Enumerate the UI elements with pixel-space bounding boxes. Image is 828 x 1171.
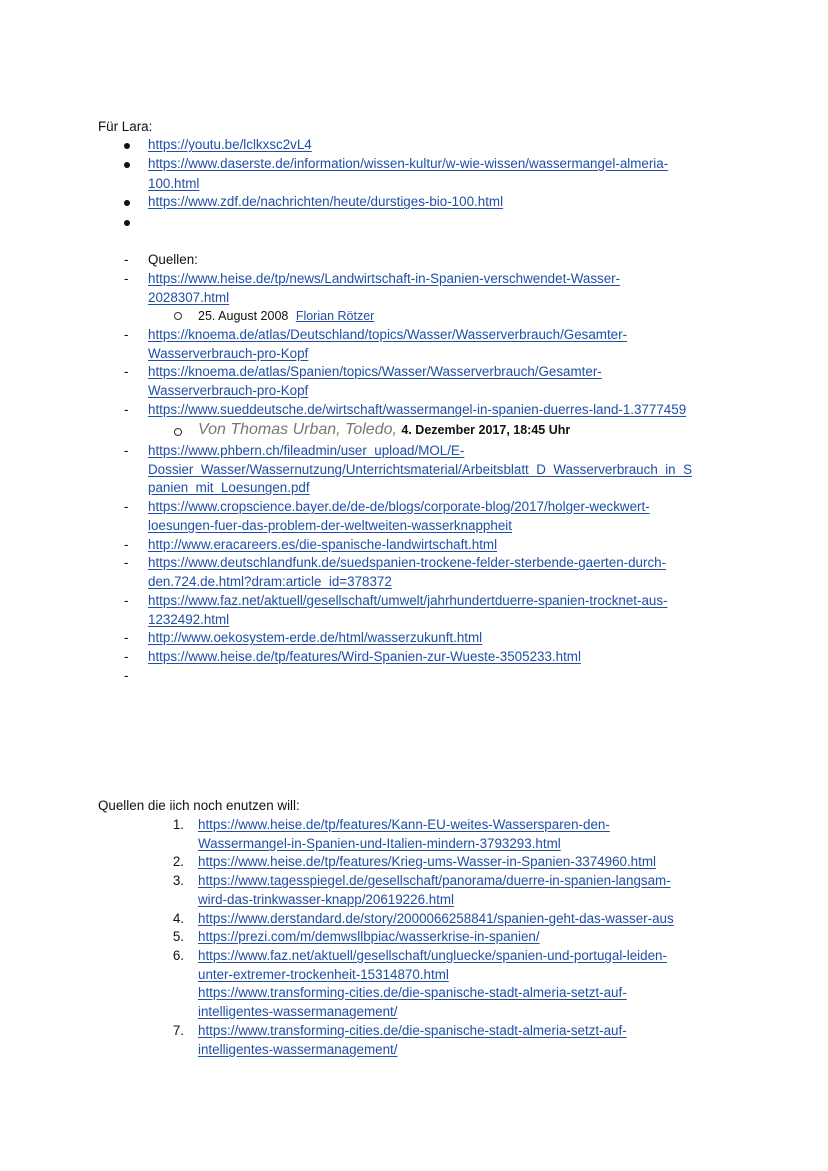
source-link-deutschlandfunk[interactable]: https://www.deutschlandfunk.de/suedspanien-trockene-felder-sterbende-gaerten-durch- bbox=[148, 555, 667, 570]
source-link-knoema-es-cont[interactable]: Wasserverbrauch-pro-Kopf bbox=[148, 383, 309, 398]
future-link-faz-ungluecke-cont[interactable]: unter-extremer-trockenheit-15314870.html bbox=[198, 967, 449, 982]
source-link-cropscience-cont[interactable]: loesungen-fuer-das-problem-der-weltweiten-wasserknappheit bbox=[148, 518, 512, 533]
dash-marker: - bbox=[124, 402, 129, 417]
source-link-cropscience[interactable]: https://www.cropscience.bayer.de/de-de/blogs/corporate-blog/2017/holger-weckwert- bbox=[148, 499, 650, 514]
byline-date: 4. Dezember 2017, 18:45 Uhr bbox=[401, 423, 571, 437]
dash-marker: - bbox=[124, 537, 129, 552]
future-link-tagesspiegel[interactable]: https://www.tagesspiegel.de/gesellschaft/panorama/duerre-in-spanien-langsam- bbox=[198, 873, 671, 888]
for-lara-heading: Für Lara: bbox=[98, 119, 153, 134]
dash-marker: - bbox=[124, 649, 129, 664]
source-link-oekosystem[interactable]: http://www.oekosystem-erde.de/html/wasserzukunft.html bbox=[148, 630, 483, 645]
source-link-phbern-cont2[interactable]: panien_mit_Loesungen.pdf bbox=[148, 480, 310, 495]
list-number: 4. bbox=[172, 911, 184, 926]
dash-marker: - bbox=[124, 668, 129, 683]
list-number: 5. bbox=[172, 929, 184, 944]
dash-marker: - bbox=[124, 271, 129, 286]
sub-item-byline bbox=[198, 421, 570, 439]
future-link-transforming-cities-b[interactable]: https://www.transforming-cities.de/die-spanische-stadt-almeria-setzt-auf- bbox=[198, 1023, 627, 1038]
dash-marker: - bbox=[124, 630, 129, 645]
byline-von: Von bbox=[198, 421, 231, 438]
bullet-icon bbox=[124, 200, 130, 206]
link-daserste[interactable]: https://www.daserste.de/information/wissen-kultur/w-wie-wissen/wassermangel-almeria- bbox=[148, 156, 669, 171]
byline-author-link[interactable]: Thomas Urban bbox=[230, 421, 337, 438]
future-link-heise-eu[interactable]: https://www.heise.de/tp/features/Kann-EU-weites-Wassersparen-den- bbox=[198, 817, 610, 832]
bullet-icon bbox=[124, 143, 130, 149]
dash-marker: - bbox=[124, 499, 129, 514]
source-link-knoema-de-cont[interactable]: Wasserverbrauch-pro-Kopf bbox=[148, 346, 309, 361]
dash-marker: - bbox=[124, 593, 129, 608]
dash-marker: - bbox=[124, 327, 129, 342]
bullet-icon bbox=[124, 162, 130, 168]
future-link-transforming-cities-a[interactable]: https://www.transforming-cities.de/die-spanische-stadt-almeria-setzt-auf- bbox=[198, 985, 627, 1000]
future-link-tagesspiegel-cont[interactable]: wird-das-trinkwasser-knapp/20619226.html bbox=[198, 892, 455, 907]
link-daserste-cont[interactable]: 100.html bbox=[148, 176, 200, 191]
dash-marker: - bbox=[124, 364, 129, 379]
link-youtube[interactable]: https://youtu.be/lclkxsc2vL4 bbox=[148, 137, 312, 152]
source-link-heise-landwirtschaft-cont[interactable]: 2028307.html bbox=[148, 290, 230, 305]
future-link-prezi[interactable]: https://prezi.com/m/demwsllbpiac/wasserkrise-in-spanien/ bbox=[198, 929, 540, 944]
source-link-eracareers[interactable]: http://www.eracareers.es/die-spanische-landwirtschaft.html bbox=[148, 537, 498, 552]
circle-bullet-icon bbox=[174, 428, 182, 436]
sources-heading: Quellen: bbox=[148, 252, 198, 267]
dash-marker: - bbox=[124, 252, 129, 267]
future-link-transforming-cities-b-cont[interactable]: intelligentes-wassermanagement/ bbox=[198, 1042, 398, 1057]
future-link-transforming-cities-a-cont[interactable]: intelligentes-wassermanagement/ bbox=[198, 1004, 398, 1019]
source-link-knoema-es[interactable]: https://knoema.de/atlas/Spanien/topics/Wasser/Wasserverbrauch/Gesamter- bbox=[148, 364, 602, 379]
sub-item-date-author bbox=[198, 307, 374, 325]
source-link-phbern-cont[interactable]: Dossier_Wasser/Wassernutzung/Unterrichtsmaterial/Arbeitsblatt_D_Wasserverbrauch_in_S bbox=[148, 462, 693, 477]
link-zdf[interactable]: https://www.zdf.de/nachrichten/heute/durstiges-bio-100.html bbox=[148, 194, 504, 209]
source-link-deutschlandfunk-cont[interactable]: den.724.de.html?dram:article_id=378372 bbox=[148, 574, 392, 589]
future-link-heise-eu-cont[interactable]: Wassermangel-in-Spanien-und-Italien-mindern-3793293.html bbox=[198, 836, 561, 851]
sub-item-author-link[interactable]: Florian Rötzer bbox=[295, 309, 375, 323]
future-sources-heading: Quellen die iich noch enutzen will: bbox=[98, 798, 300, 813]
source-link-heise-wueste[interactable]: https://www.heise.de/tp/features/Wird-Spanien-zur-Wueste-3505233.html bbox=[148, 649, 581, 664]
list-number: 1. bbox=[172, 817, 184, 832]
sub-item-date: 25. August 2008 bbox=[198, 309, 289, 323]
byline-place: , Toledo, bbox=[336, 421, 402, 438]
future-link-faz-ungluecke[interactable]: https://www.faz.net/aktuell/gesellschaft/ungluecke/spanien-und-portugal-leiden- bbox=[198, 948, 667, 963]
dash-marker: - bbox=[124, 443, 129, 458]
bullet-icon bbox=[124, 220, 130, 226]
source-link-knoema-de[interactable]: https://knoema.de/atlas/Deutschland/topics/Wasser/Wasserverbrauch/Gesamter- bbox=[148, 327, 628, 342]
source-link-faz-umwelt[interactable]: https://www.faz.net/aktuell/gesellschaft/umwelt/jahrhundertduerre-spanien-trocknet-aus- bbox=[148, 593, 668, 608]
future-link-derstandard[interactable]: https://www.derstandard.de/story/2000066258841/spanien-geht-das-wasser-aus bbox=[198, 911, 674, 926]
source-link-faz-umwelt-cont[interactable]: 1232492.html bbox=[148, 612, 230, 627]
source-link-phbern[interactable]: https://www.phbern.ch/fileadmin/user_upload/MOL/E- bbox=[148, 443, 465, 458]
list-number: 7. bbox=[172, 1023, 184, 1038]
list-number: 6. bbox=[172, 948, 184, 963]
list-number: 3. bbox=[172, 873, 184, 888]
source-link-sueddeutsche[interactable]: https://www.sueddeutsche.de/wirtschaft/wassermangel-in-spanien-duerres-land-1.3777459 bbox=[148, 402, 687, 417]
circle-bullet-icon bbox=[174, 312, 182, 320]
dash-marker: - bbox=[124, 555, 129, 570]
list-number: 2. bbox=[172, 854, 184, 869]
future-link-heise-krieg[interactable]: https://www.heise.de/tp/features/Krieg-ums-Wasser-in-Spanien-3374960.html bbox=[198, 854, 656, 869]
source-link-heise-landwirtschaft[interactable]: https://www.heise.de/tp/news/Landwirtschaft-in-Spanien-verschwendet-Wasser- bbox=[148, 271, 621, 286]
